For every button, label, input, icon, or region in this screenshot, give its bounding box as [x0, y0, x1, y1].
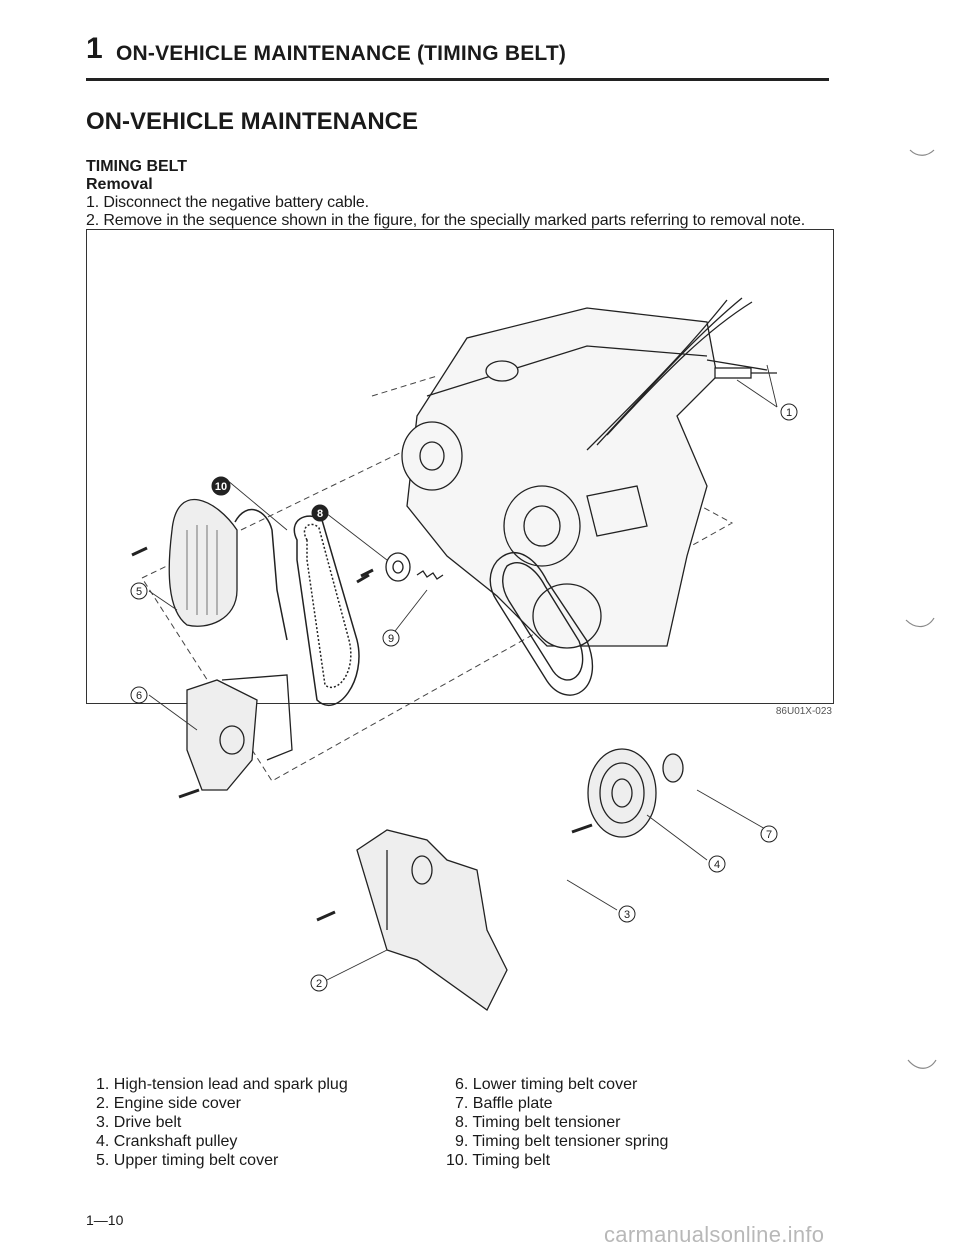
callout-2	[311, 975, 327, 991]
legend-item-10: 10. Timing belt	[446, 1152, 551, 1169]
figure-code: 86U01X-023	[775, 706, 832, 717]
svg-text:4: 4	[713, 859, 721, 871]
svg-text:8: 8	[316, 508, 324, 520]
section-title: ON-VEHICLE MAINTENANCE	[86, 108, 419, 135]
watermark-text: carmanualsonline.info	[604, 1222, 825, 1247]
callout-6	[131, 687, 147, 703]
scan-edge-mark-bottom	[900, 1050, 940, 1090]
step-1: 1. Disconnect the negative battery cable.	[86, 194, 369, 211]
svg-text:10: 10	[214, 481, 228, 493]
legend-item-8: 8. Timing belt tensioner	[455, 1114, 621, 1131]
crankshaft-pulley	[572, 749, 683, 837]
legend-item-5: 5. Upper timing belt cover	[96, 1152, 279, 1169]
baffle-plate	[357, 830, 507, 1010]
callout-3	[619, 906, 635, 922]
legend-item-6: 6. Lower timing belt cover	[455, 1076, 638, 1093]
svg-text:3: 3	[623, 909, 631, 921]
svg-text:7: 7	[765, 829, 773, 841]
legend-item-3: 3. Drive belt	[96, 1114, 182, 1131]
tensioner-parts	[357, 553, 443, 582]
page-header-title: ON-VEHICLE MAINTENANCE (TIMING BELT)	[116, 42, 567, 65]
callout-8	[312, 505, 328, 521]
callout-5	[131, 583, 147, 599]
procedure-title: Removal	[86, 176, 153, 193]
callout-1	[781, 404, 797, 420]
lower-timing-cover	[187, 675, 292, 790]
svg-text:1: 1	[785, 407, 793, 419]
subsection-title: TIMING BELT	[86, 158, 188, 175]
legend-item-7: 7. Baffle plate	[455, 1095, 553, 1112]
legend-item-4: 4. Crankshaft pulley	[96, 1133, 238, 1150]
header-rule	[86, 78, 829, 81]
timing-belt	[294, 516, 359, 705]
callout-10	[212, 477, 230, 495]
legend-item-2: 2. Engine side cover	[96, 1095, 241, 1112]
legend-item-9: 9. Timing belt tensioner spring	[455, 1133, 669, 1150]
svg-text:5: 5	[135, 586, 143, 598]
callout-9	[383, 630, 399, 646]
legend-item-1: 1. High-tension lead and spark plug	[96, 1076, 348, 1093]
svg-text:9: 9	[387, 633, 395, 645]
callout-7	[761, 826, 777, 842]
page-number: 1—10	[86, 1212, 124, 1228]
callout-4	[709, 856, 725, 872]
scan-edge-marks	[900, 150, 940, 770]
chapter-number: 1	[86, 32, 103, 65]
upper-timing-cover	[169, 500, 237, 627]
svg-text:6: 6	[135, 690, 143, 702]
engine-block	[402, 308, 717, 648]
step-2: 2. Remove in the sequence shown in the figure, for the specially marked parts referring to removal note.	[86, 212, 806, 229]
svg-text:2: 2	[315, 978, 323, 990]
